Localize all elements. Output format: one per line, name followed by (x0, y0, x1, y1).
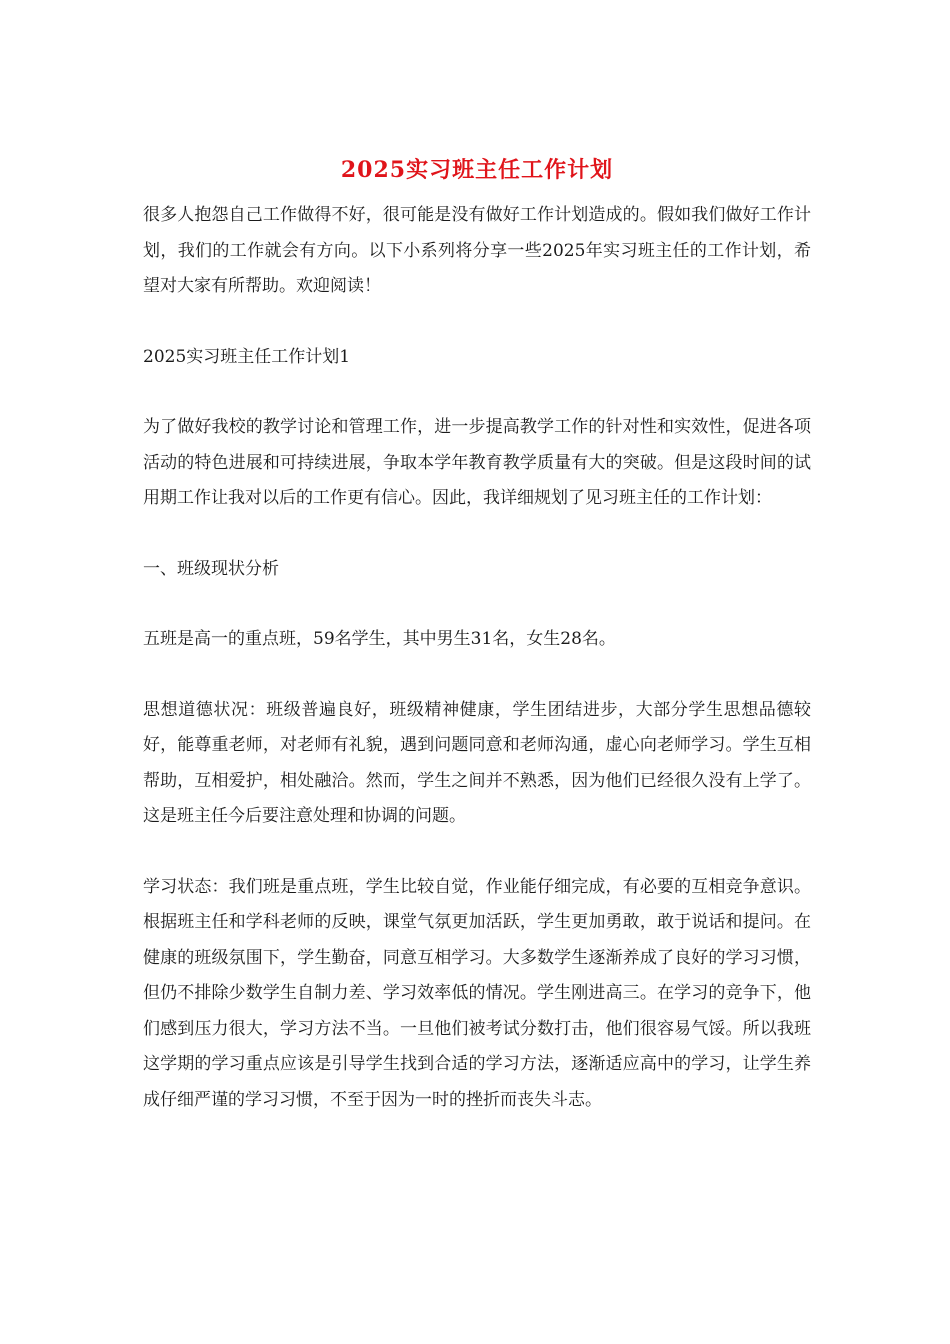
paragraph-gap (143, 305, 811, 340)
document-title: 2025实习班主任工作计划 (340, 157, 614, 183)
moral-status-paragraph: 思想道德状况：班级普遍良好，班级精神健康，学生团结进步，大部分学生思想品德较好，能尊重老师，对老师有礼貌，遇到问题同意和老师沟通，虚心向老师学习。学生互相帮助，互相爱护，相处融洽。然而，学生之间并不熟悉，因为他们已经很久没有上学了。这是班主任今后要注意处理和协调的问题。 (143, 699, 811, 826)
learning-status-paragraph: 学习状态：我们班是重点班，学生比较自觉，作业能仔细完成，有必要的互相竞争意识。根据班主任和学科老师的反映，课堂气氛更加活跃，学生更加勇敢，敢于说话和提问。在健康的班级氛围下，学生勤奋，同意互相学习。大多数学生逐渐养成了良好的学习习惯，但仍不排除少数学生自制力差、学习效率低的情况。学生刚进高三。在学习的竞争下，他们感到压力很大，学习方法不当。一旦他们被考试分数打击，他们很容易气馁。所以我班这学期的学习重点应该是引导学生找到合适的学习方法，逐渐适应高中的学习，让学生养成仔细严谨的学习习惯，不至于因为一时的挫折而丧失斗志。 (143, 876, 811, 1110)
paragraph-gap (143, 835, 811, 870)
paragraph-gap (143, 658, 811, 693)
purpose-paragraph: 为了做好我校的教学讨论和管理工作，进一步提高教学工作的针对性和实效性，促进各项活动的特色进展和可持续进展，争取本学年教育教学质量有大的突破。但是这段时间的试用期工作让我对以后的工作更有信心。因此，我详细规划了见习班主任的工作计划： (143, 417, 811, 508)
intro-paragraph: 很多人抱怨自己工作做得不好，很可能是没有做好工作计划造成的。假如我们做好工作计划，我们的工作就会有方向。以下小系列将分享一些2025年实习班主任的工作计划，希望对大家有所帮助。欢迎阅读！ (143, 205, 811, 296)
section-heading-plan-1: 2025实习班主任工作计划1 (143, 346, 351, 367)
paragraph-gap (143, 517, 811, 552)
section-heading-class-analysis: 一、班级现状分析 (143, 558, 279, 579)
document-page (143, 150, 811, 1118)
class-overview-paragraph: 五班是高一的重点班，59名学生，其中男生31名，女生28名。 (143, 629, 616, 649)
paragraph-gap (143, 375, 811, 410)
paragraph-gap (143, 587, 811, 622)
